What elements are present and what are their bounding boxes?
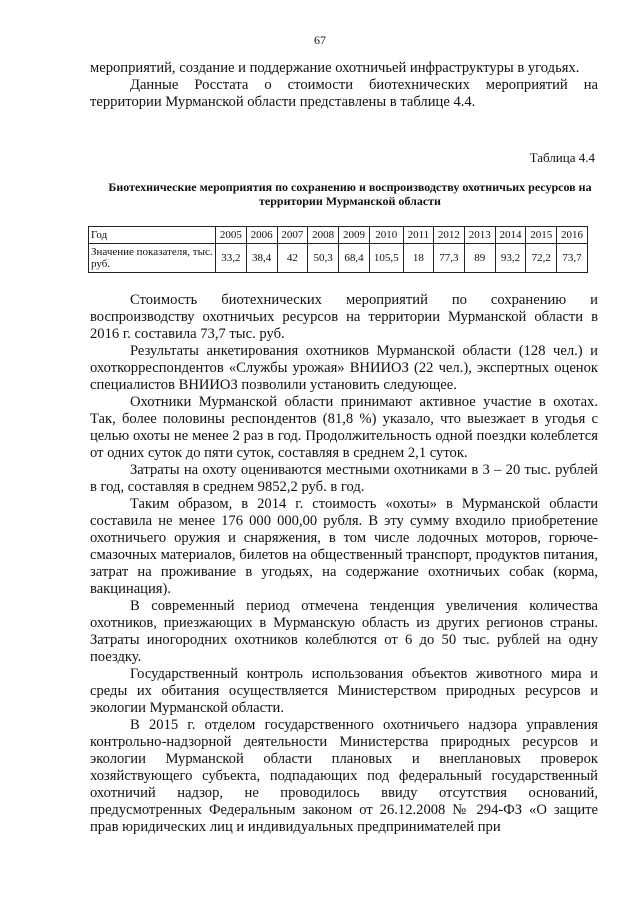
value-cell: 42 [277, 244, 308, 273]
intro-paragraph-2: Данные Росстата о стоимости биотехнических мероприятий на территории Мурманской области представлены в таблице 4.4. [90, 77, 598, 110]
value-cell: 89 [464, 244, 495, 273]
value-cell: 50,3 [308, 244, 339, 273]
paragraph: Затраты на охоту оцениваются местными охотниками в 3 – 20 тыс. рублей в год, составляя в среднем 9852,2 руб. в год. [90, 462, 598, 495]
intro-text [90, 60, 598, 111]
year-cell: 2009 [339, 227, 370, 244]
value-cell: 77,3 [434, 244, 465, 273]
year-cell: 2013 [464, 227, 495, 244]
value-cell: 33,2 [216, 244, 247, 273]
year-cell: 2007 [277, 227, 308, 244]
paragraph: Государственный контроль использования объектов животного мира и среды их обитания осуществляется Министерством природных ресурсов и экологии Мурманской области. [90, 666, 598, 716]
paragraph: Таким образом, в 2014 г. стоимость «охоты» в Мурманской области составила не менее 176 000 000,00 рубля. В эту сумму входило приобретение охотничьего оружия и снаряжения, в том числе лодочных моторов, горюче-смазочных материалов, билетов на общественный транспорт, продуктов питания, затрат на проживание в угодьях, на содержание охотничьих собак (корма, вакцинация). [90, 496, 598, 597]
year-cell: 2006 [246, 227, 277, 244]
table-title: Биотехнические мероприятия по сохранению и воспроизводству охотничьих ресурсов на территории Мурманской области [108, 180, 592, 208]
year-cell: 2015 [526, 227, 557, 244]
paragraph: Результаты анкетирования охотников Мурманской области (128 чел.) и охоткорреспондентов «Службы урожая» ВНИИОЗ (22 чел.), экспертных оценок специалистов ВНИИОЗ позволили установить следующее. [90, 343, 598, 393]
main-text [90, 292, 598, 836]
table-caption: Таблица 4.4 [529, 150, 595, 165]
value-cell: 93,2 [495, 244, 526, 273]
value-cell: 68,4 [339, 244, 370, 273]
year-cell: 2008 [308, 227, 339, 244]
value-cell: 18 [403, 244, 433, 273]
paragraph: В 2015 г. отделом государственного охотничьего надзора управления контрольно-надзорной деятельности Министерства природных ресурсов и экологии Мурманской области плановых и внеплановых проверок хозяйствующего субъекта, подпадающих под федеральный государственный охотничий надзор, не проводилось ввиду отсутствия оснований, предусмотренных Федеральным законом от 26.12.2008 № 294-ФЗ «О защите прав юридических лиц и индивидуальных предпринимателей при [90, 717, 598, 835]
year-cell: 2016 [557, 227, 588, 244]
paragraph: В современный период отмечена тенденция увеличения количества охотников, приезжающих в Мурманскую область из других регионов страны. Затраты иногородних охотников колеблются от 6 до 50 тыс. рублей на одну поездку. [90, 598, 598, 665]
paragraph: Охотники Мурманской области принимают активное участие в охотах. Так, более половины респондентов (81,8 %) указало, что выезжает в угодья с целью охоты не менее 2 раз в год. Продолжительность одной поездки колеблется от одних суток до пяти суток, составляя в среднем 2,1 суток. [90, 394, 598, 461]
value-cell: 105,5 [369, 244, 403, 273]
value-cell: 73,7 [557, 244, 588, 273]
value-cell: 72,2 [526, 244, 557, 273]
year-cell: 2005 [216, 227, 247, 244]
paragraph: Стоимость биотехнических мероприятий по сохранению и воспроизводству охотничьих ресурсов на территории Мурманской области в 2016 г. составила 73,7 тыс. руб. [90, 292, 598, 342]
table-value-row [89, 244, 588, 273]
year-cell: 2012 [434, 227, 465, 244]
page-number: 67 [314, 33, 326, 47]
year-cell: 2010 [369, 227, 403, 244]
value-cell: 38,4 [246, 244, 277, 273]
value-header-cell: Значение показателя, тыс. руб. [89, 244, 216, 273]
data-table [88, 226, 588, 273]
year-cell: 2014 [495, 227, 526, 244]
table-header-row [89, 227, 588, 244]
intro-paragraph-1: мероприятий, создание и поддержание охотничьей инфраструктуры в угодьях. [90, 60, 580, 76]
year-cell: 2011 [403, 227, 433, 244]
year-header-cell: Год [89, 227, 216, 244]
